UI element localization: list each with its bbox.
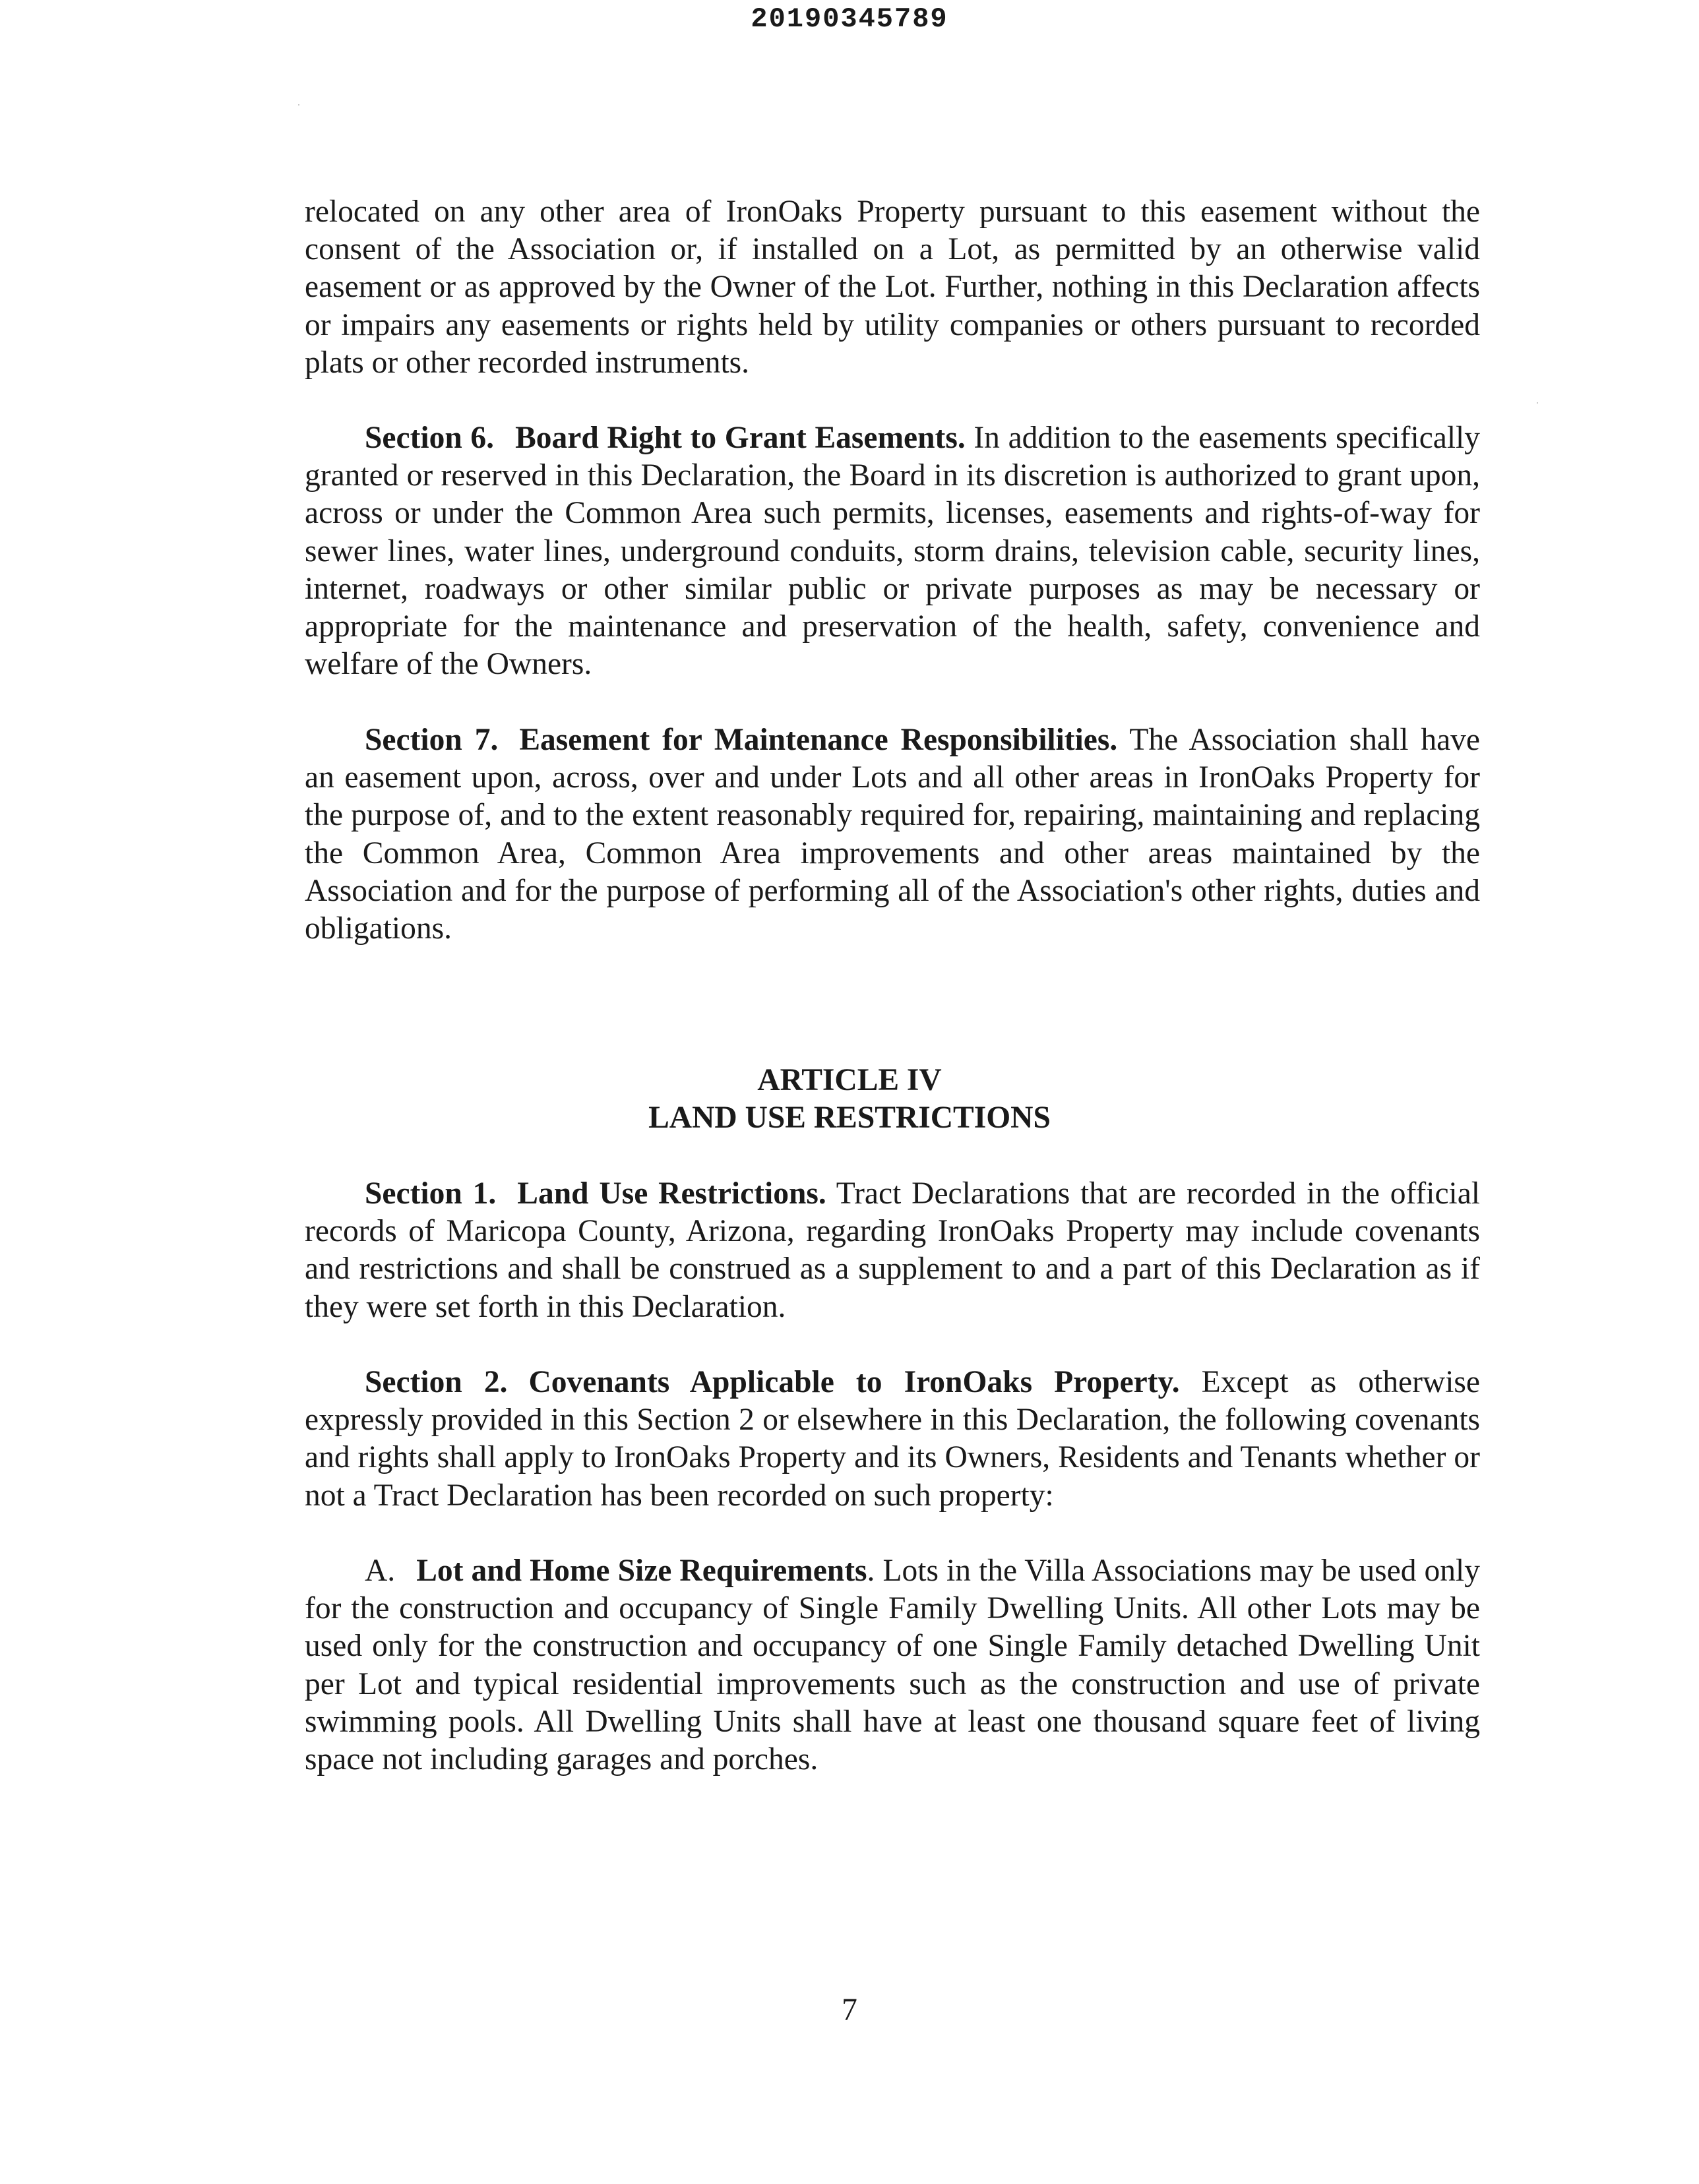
section-7-text: The Association shall have an easement upon, across, over and under Lots and all other areas in IronOaks Property for the purpose of, and to the extent reasonably required for, repairing, maintaining and replacing the Common Area, Common Area improvements and other areas maintained by the Association and for the purpose of performing all of the Association's other rights, duties and obligations. [305,723,1480,946]
continued-paragraph: relocated on any other area of IronOaks Property pursuant to this easement without the consent of the Association or, if installed on a Lot, as permitted by an otherwise valid easement or as approved by the Owner of the Lot. Further, nothing in this Declaration affects or impairs any easements or rights held by utility companies or others pursuant to recorded plats or other recorded instruments. [305,195,1480,380]
subsection-a-letter: A. [365,1554,396,1588]
article-section-2-text: Except as otherwise expressly provided in this Section 2 or elsewhere in this Declaration, the following covenants and rights shall apply to IronOaks Property and its Owners, Residents and Tenants whether or not a Tract Declaration has been recorded on such property: [305,1365,1480,1513]
article-section-2-number: Section 2. [365,1365,508,1399]
section-7-number: Section 7. [365,723,499,757]
article-number: ARTICLE IV [757,1063,942,1097]
subsection-a-paragraph [305,1552,1480,1778]
article-section-1-title: Land Use Restrictions. [517,1176,826,1211]
article-section-2-paragraph [305,1364,1480,1515]
section-7-paragraph [305,721,1480,948]
article-heading [0,1062,1699,1137]
scan-speck [298,104,299,106]
article-section-1-paragraph [305,1175,1480,1326]
recording-number: 20190345789 [751,3,948,35]
page-number: 7 [842,1993,857,2027]
subsection-a-text: . Lots in the Villa Associations may be used only for the construction and occupancy of Single Family Dwelling Units. All other Lots may be used only for the construction and occupancy of one Single Family detached Dwelling Unit per Lot and typical residential improvements such as the construction and use of private swimming pools. All Dwelling Units shall have at least one thousand square feet of living space not including garages and porches. [305,1554,1480,1777]
section-6-paragraph [305,419,1480,683]
article-section-1-number: Section 1. [365,1176,497,1211]
section-6-title: Board Right to Grant Easements. [515,421,966,455]
article-section-2-title: Covenants Applicable to IronOaks Property. [528,1365,1180,1399]
scan-speck [1537,402,1538,404]
section-6-text: In addition to the easements specifically granted or reserved in this Declaration, the Board in its discretion is authorized to grant upon, across or under the Common Area such permits, licenses, easements and rights-of-way for sewer lines, water lines, underground conduits, storm drains, television cable, security lines, internet, roadways or other similar public or private purposes as may be necessary or appropriate for the maintenance and preservation of the health, safety, convenience and welfare of the Owners. [305,421,1481,682]
subsection-a-title: Lot and Home Size Requirements [416,1554,867,1588]
section-6-number: Section 6. [365,421,495,455]
section-7-title: Easement for Maintenance Responsibilities. [519,723,1118,757]
article-title: LAND USE RESTRICTIONS [648,1101,1051,1136]
article-section-1-text: Tract Declarations that are recorded in the official records of Maricopa County, Arizona, regarding IronOaks Property may include covenants and restrictions and shall be construed as a supplement to and a part of this Declaration as if they were set forth in this Declaration. [305,1176,1481,1324]
